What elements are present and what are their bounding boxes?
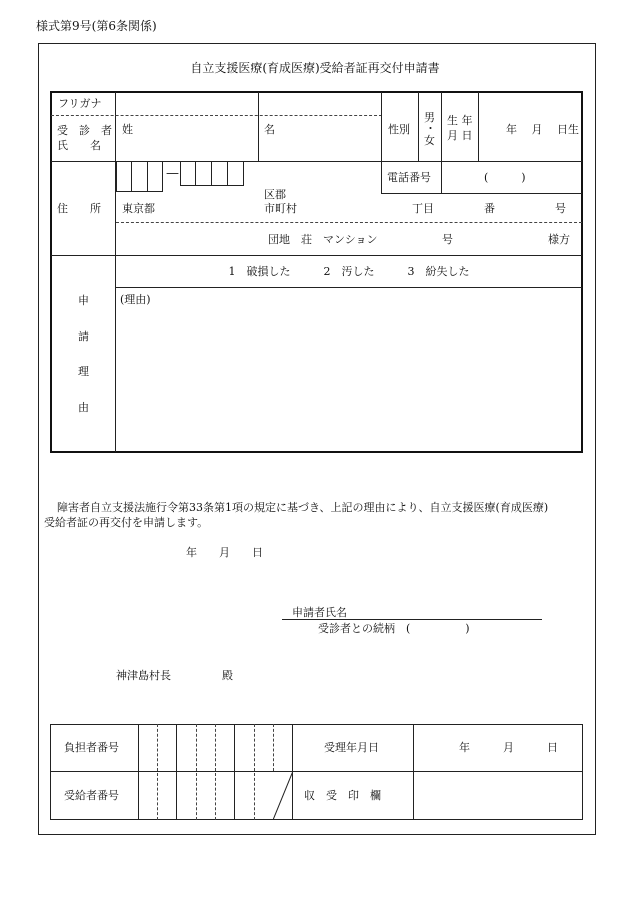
surname-field[interactable]: [116, 116, 257, 160]
postal-digit-box[interactable]: [211, 161, 228, 186]
sex-label: 性別: [388, 123, 410, 136]
phone-left-divider: [381, 161, 382, 193]
stamp-label: 収 受 印 欄: [304, 789, 381, 802]
relationship-field[interactable]: 受診者との続柄 ( ): [318, 622, 470, 635]
receipt-date-field[interactable]: 年 月 日: [459, 741, 558, 754]
furigana-label: フリガナ: [58, 97, 102, 110]
application-date[interactable]: 年 月 日: [186, 546, 263, 559]
ban-label: 番: [484, 202, 495, 215]
go-label: 号: [555, 202, 566, 215]
building-go-label: 号: [442, 233, 453, 246]
ward-gun-label: 区郡: [264, 188, 286, 201]
receipt-date-label: 受理年月日: [324, 741, 379, 754]
prefecture-label: 東京都: [122, 202, 155, 215]
stamp-area[interactable]: [414, 772, 582, 819]
honorific: 殿: [222, 669, 233, 682]
building-field[interactable]: [116, 223, 582, 254]
payer-number-label: 負担者番号: [64, 741, 119, 754]
address-label: 住 所: [57, 202, 101, 215]
birth-date-field[interactable]: 年 月 日生: [506, 123, 579, 136]
applicant-name-field[interactable]: [355, 603, 542, 619]
patient-label-2: 氏 名: [57, 139, 101, 152]
surname-label: 姓: [122, 123, 133, 136]
reason-text-area[interactable]: [116, 288, 582, 451]
reason-field-label: (理由): [120, 293, 151, 306]
declaration-line-2: 受給者証の再交付を申請します。: [44, 516, 209, 529]
reason-label-char: 請: [78, 330, 89, 343]
phone-value-divider: [441, 161, 442, 193]
form-title: 自立支援医療(育成医療)受給者証再交付申請書: [190, 61, 440, 75]
building-label: 団地 荘 マンション: [268, 233, 378, 246]
given-name-field[interactable]: [259, 116, 380, 160]
phone-label: 電話番号: [387, 171, 431, 184]
postal-digit-box[interactable]: [180, 161, 196, 186]
payer-number-field[interactable]: [139, 725, 292, 771]
sex-separator: ・: [425, 122, 436, 135]
sex-female-option[interactable]: 女: [424, 134, 435, 147]
reason-label-char: 申: [78, 294, 89, 307]
furigana-input[interactable]: [116, 93, 257, 115]
street-address-field[interactable]: [116, 194, 582, 221]
city-label: 市町村: [264, 202, 297, 215]
postal-digit-box[interactable]: [131, 161, 148, 192]
form-number: 様式第9号(第6条関係): [36, 19, 157, 33]
recipient-number-field[interactable]: [139, 772, 273, 819]
given-name-label: 名: [264, 123, 275, 136]
sex-value-divider: [418, 92, 419, 161]
sex-left-divider: [381, 92, 382, 161]
birth-left-divider: [441, 92, 442, 161]
birth-label-1: 生 年: [447, 114, 473, 127]
reason-label-char: 由: [78, 401, 89, 414]
applicant-name-underline: [282, 619, 542, 620]
postal-digit-box[interactable]: [147, 161, 163, 192]
reason-top-line: [51, 255, 582, 256]
care-of-label: 様方: [548, 233, 570, 246]
phone-field[interactable]: ( ): [484, 171, 526, 184]
chome-label: 丁目: [412, 202, 434, 215]
addressee: 神津島村長: [116, 669, 171, 682]
postal-dash: —: [166, 166, 179, 181]
applicant-name-label: 申請者氏名: [292, 606, 347, 619]
recipient-number-label: 受給者番号: [64, 789, 119, 802]
cancel-slash: [273, 771, 293, 820]
declaration-line-1: 障害者自立支援法施行令第33条第1項の規定に基づき、上記の理由により、自立支援医療(育成医療): [57, 501, 549, 514]
sex-male-option[interactable]: 男: [424, 111, 435, 124]
postal-digit-box[interactable]: [227, 161, 244, 186]
postal-digit-box[interactable]: [116, 161, 132, 192]
birth-value-divider: [478, 92, 479, 161]
reason-label-char: 理: [78, 365, 89, 378]
birth-label-2: 月 日: [447, 129, 473, 142]
postal-digit-box[interactable]: [195, 161, 212, 186]
reason-options[interactable]: 1 破損した 2 汚した 3 紛失した: [228, 265, 470, 278]
patient-label-1: 受 診 者: [57, 124, 112, 137]
